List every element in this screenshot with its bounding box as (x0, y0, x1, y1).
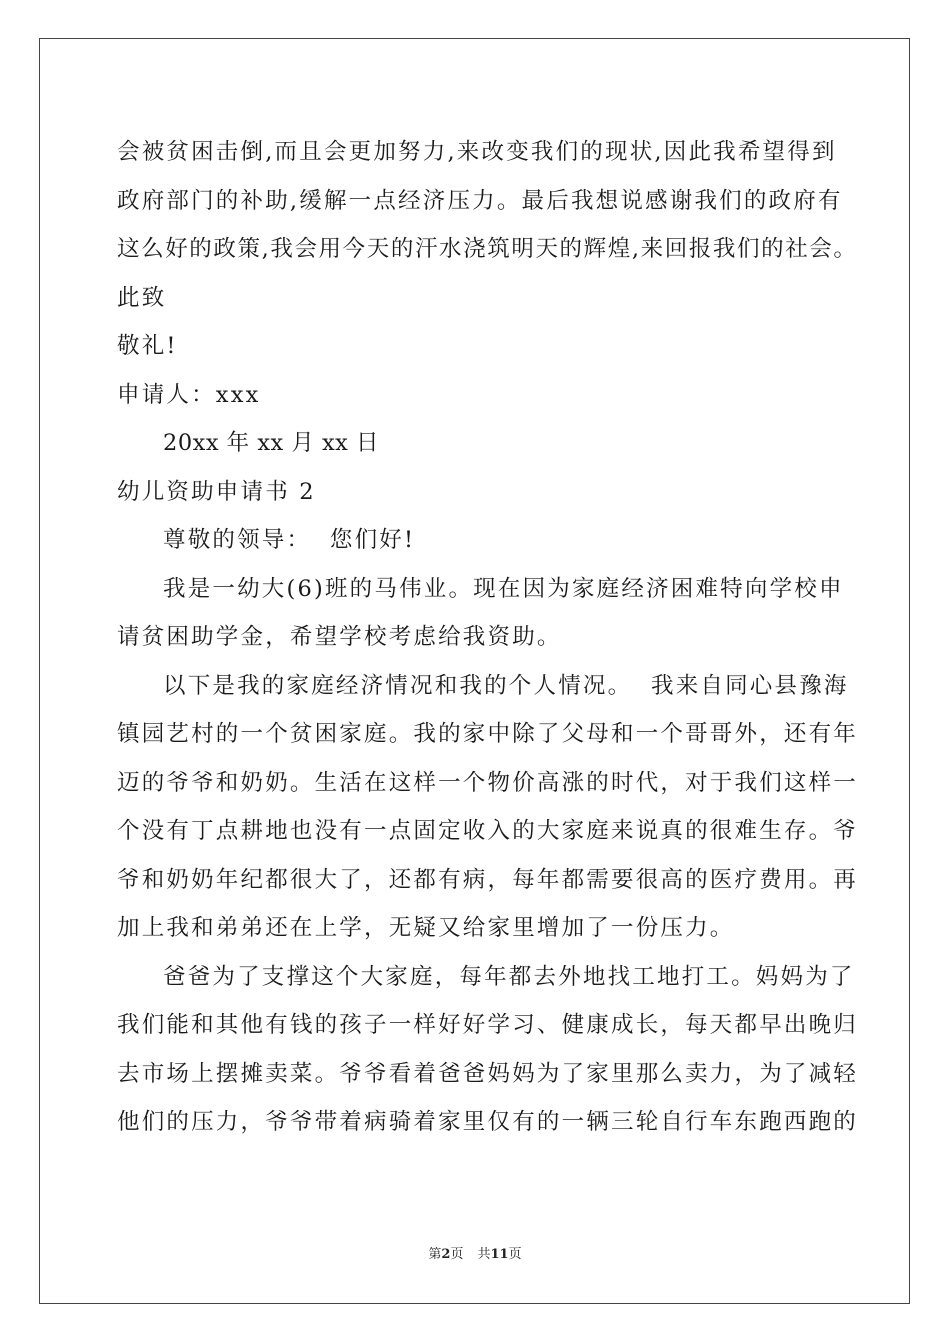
total-suffix: 页 (508, 1247, 522, 1262)
text-line: 我是一幼大(6)班的马伟业。现在因为家庭经济困难特向学校申 (163, 575, 844, 602)
date-line: 20xx 年 xx 月 xx 日 (163, 430, 380, 456)
page-suffix: 页 (450, 1247, 464, 1262)
total-prefix: 共 (477, 1247, 491, 1262)
text-line: 去市场上摆摊卖菜。爷爷看着爸爸妈妈为了家里那么卖力，为了减轻 (117, 1060, 859, 1087)
closing-salutation: 此致 (117, 284, 167, 311)
text-line: 这么好的政策,我会用今天的汗水浇筑明天的辉煌,来回报我们的社会。 (117, 236, 858, 262)
applicant-signature: 申请人：xxx (117, 381, 261, 408)
section-title: 幼儿资助申请书 2 (117, 478, 316, 505)
text-line: 镇园艺村的一个贫困家庭。我的家中除了父母和一个哥哥外，还有年 (117, 721, 859, 747)
text-line: 迈的爷爷和奶奶。生活在这样一个物价高涨的时代，对于我们这样一 (117, 769, 859, 796)
text-line: 爷和奶奶年纪都很大了，还都有病，每年都需要很高的医疗费用。再 (117, 866, 859, 893)
page-number: 2 (441, 1247, 451, 1262)
page-footer (0, 1243, 950, 1262)
greeting: 尊敬的领导： 您们好! (163, 527, 416, 553)
total-pages: 11 (490, 1247, 509, 1262)
text-line: 加上我和弟弟还在上学，无疑又给家里增加了一份压力。 (117, 915, 735, 941)
text-line: 政府部门的补助,缓解一点经济压力。最后我想说感谢我们的政府有 (117, 187, 843, 214)
text-line: 请贫困助学金，希望学校考虑给我资助。 (117, 624, 562, 650)
text-line: 个没有丁点耕地也没有一点固定收入的大家庭来说真的很难生存。爷 (117, 818, 859, 844)
text-line: 爸爸为了支撑这个大家庭，每年都去外地找工地打工。妈妈为了 (163, 963, 855, 990)
page-prefix: 第 (428, 1247, 442, 1262)
closing-regards: 敬礼! (117, 333, 178, 359)
text-line: 他们的压力，爷爷带着病骑着家里仅有的一辆三轮自行车东跑西跑的 (117, 1109, 859, 1135)
text-line: 会被贫困击倒,而且会更加努力,来改变我们的现状,因此我希望得到 (117, 139, 837, 165)
document-body (117, 128, 859, 1147)
text-line: 我们能和其他有钱的孩子一样好好学习、健康成长，每天都早出晚归 (117, 1012, 859, 1038)
text-line: 以下是我的家庭经济情况和我的个人情况。 我来自同心县豫海 (163, 672, 849, 699)
